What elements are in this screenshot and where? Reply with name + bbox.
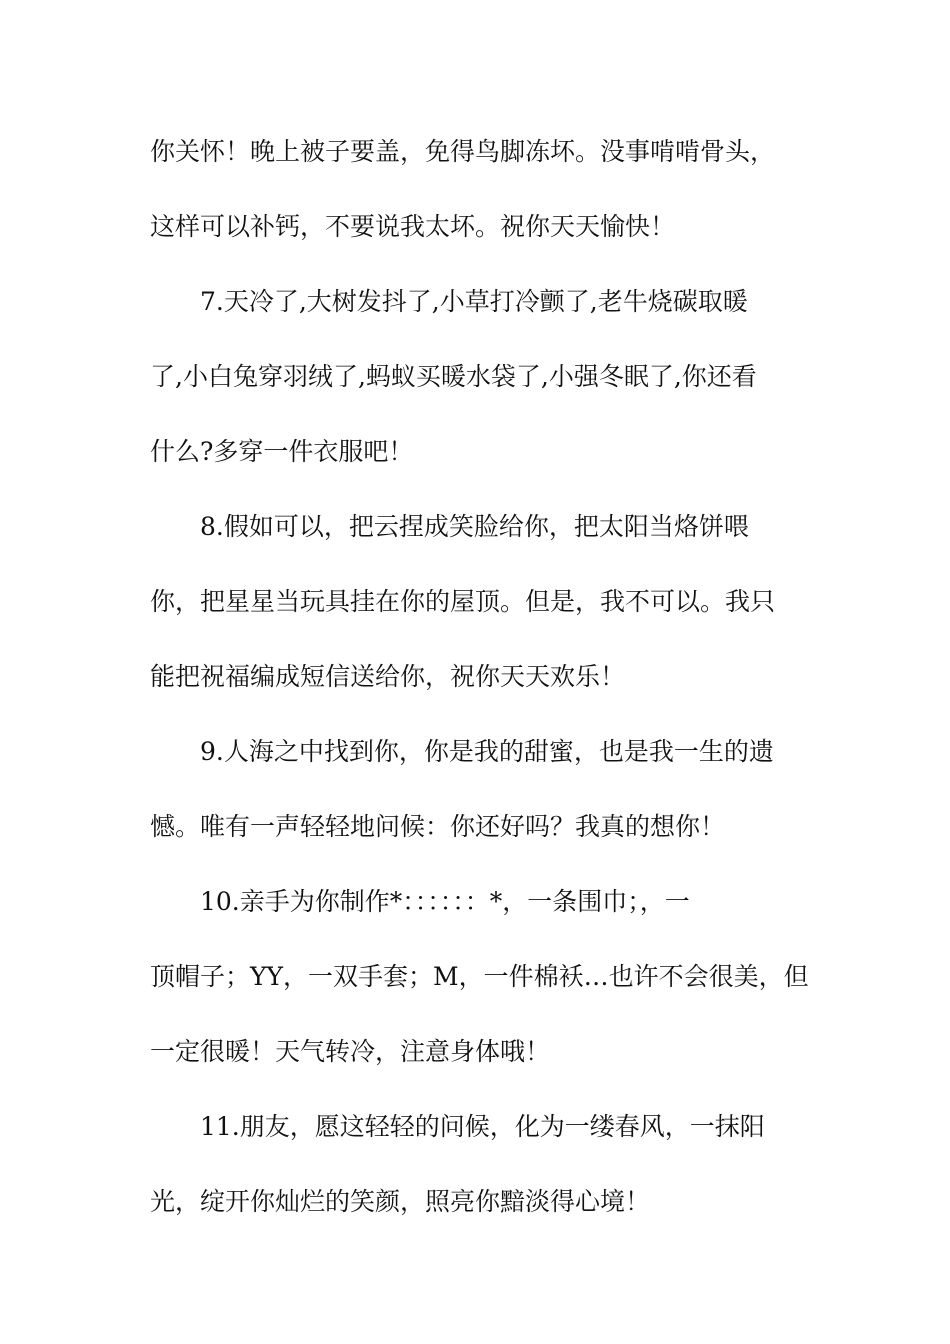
paragraph-11-start: 11.朋友，愿这轻轻的问候，化为一缕春风，一抹阳 [200, 1112, 765, 1141]
text-line: 顶帽子；YY，一双手套；M，一件棉袄…也许不会很美，但 [150, 962, 809, 991]
text-line: 什么?多穿一件衣服吧！ [150, 437, 414, 466]
paragraph-8-start: 8.假如可以，把云捏成笑脸给你，把太阳当烙饼喂 [200, 512, 749, 541]
text-line: 憾。唯有一声轻轻地问候：你还好吗？我真的想你！ [150, 812, 726, 841]
text-line: 这样可以补钙，不要说我太坏。祝你天天愉快！ [150, 212, 676, 241]
text-line: 了,小白兔穿羽绒了,蚂蚁买暖水袋了,小强冬眠了,你还看 [150, 362, 757, 391]
paragraph-9-start: 9.人海之中找到你，你是我的甜蜜，也是我一生的遗 [200, 737, 774, 766]
text-line: 光，绽开你灿烂的笑颜，照亮你黯淡得心境！ [150, 1187, 651, 1216]
paragraph-10-start: 10.亲手为你制作*：：：：：：*，一条围巾；，一 [200, 887, 690, 916]
text-line: 一定很暖！天气转冷，注意身体哦！ [150, 1037, 551, 1066]
text-line: 你关怀！晚上被子要盖，免得鸟脚冻坏。没事啃啃骨头， [150, 137, 776, 166]
paragraph-7-start: 7.天冷了,大树发抖了,小草打冷颤了,老牛烧碳取暖 [200, 287, 748, 316]
text-line: 能把祝福编成短信送给你，祝你天天欢乐！ [150, 662, 626, 691]
text-line: 你，把星星当玩具挂在你的屋顶。但是，我不可以。我只 [150, 587, 776, 616]
